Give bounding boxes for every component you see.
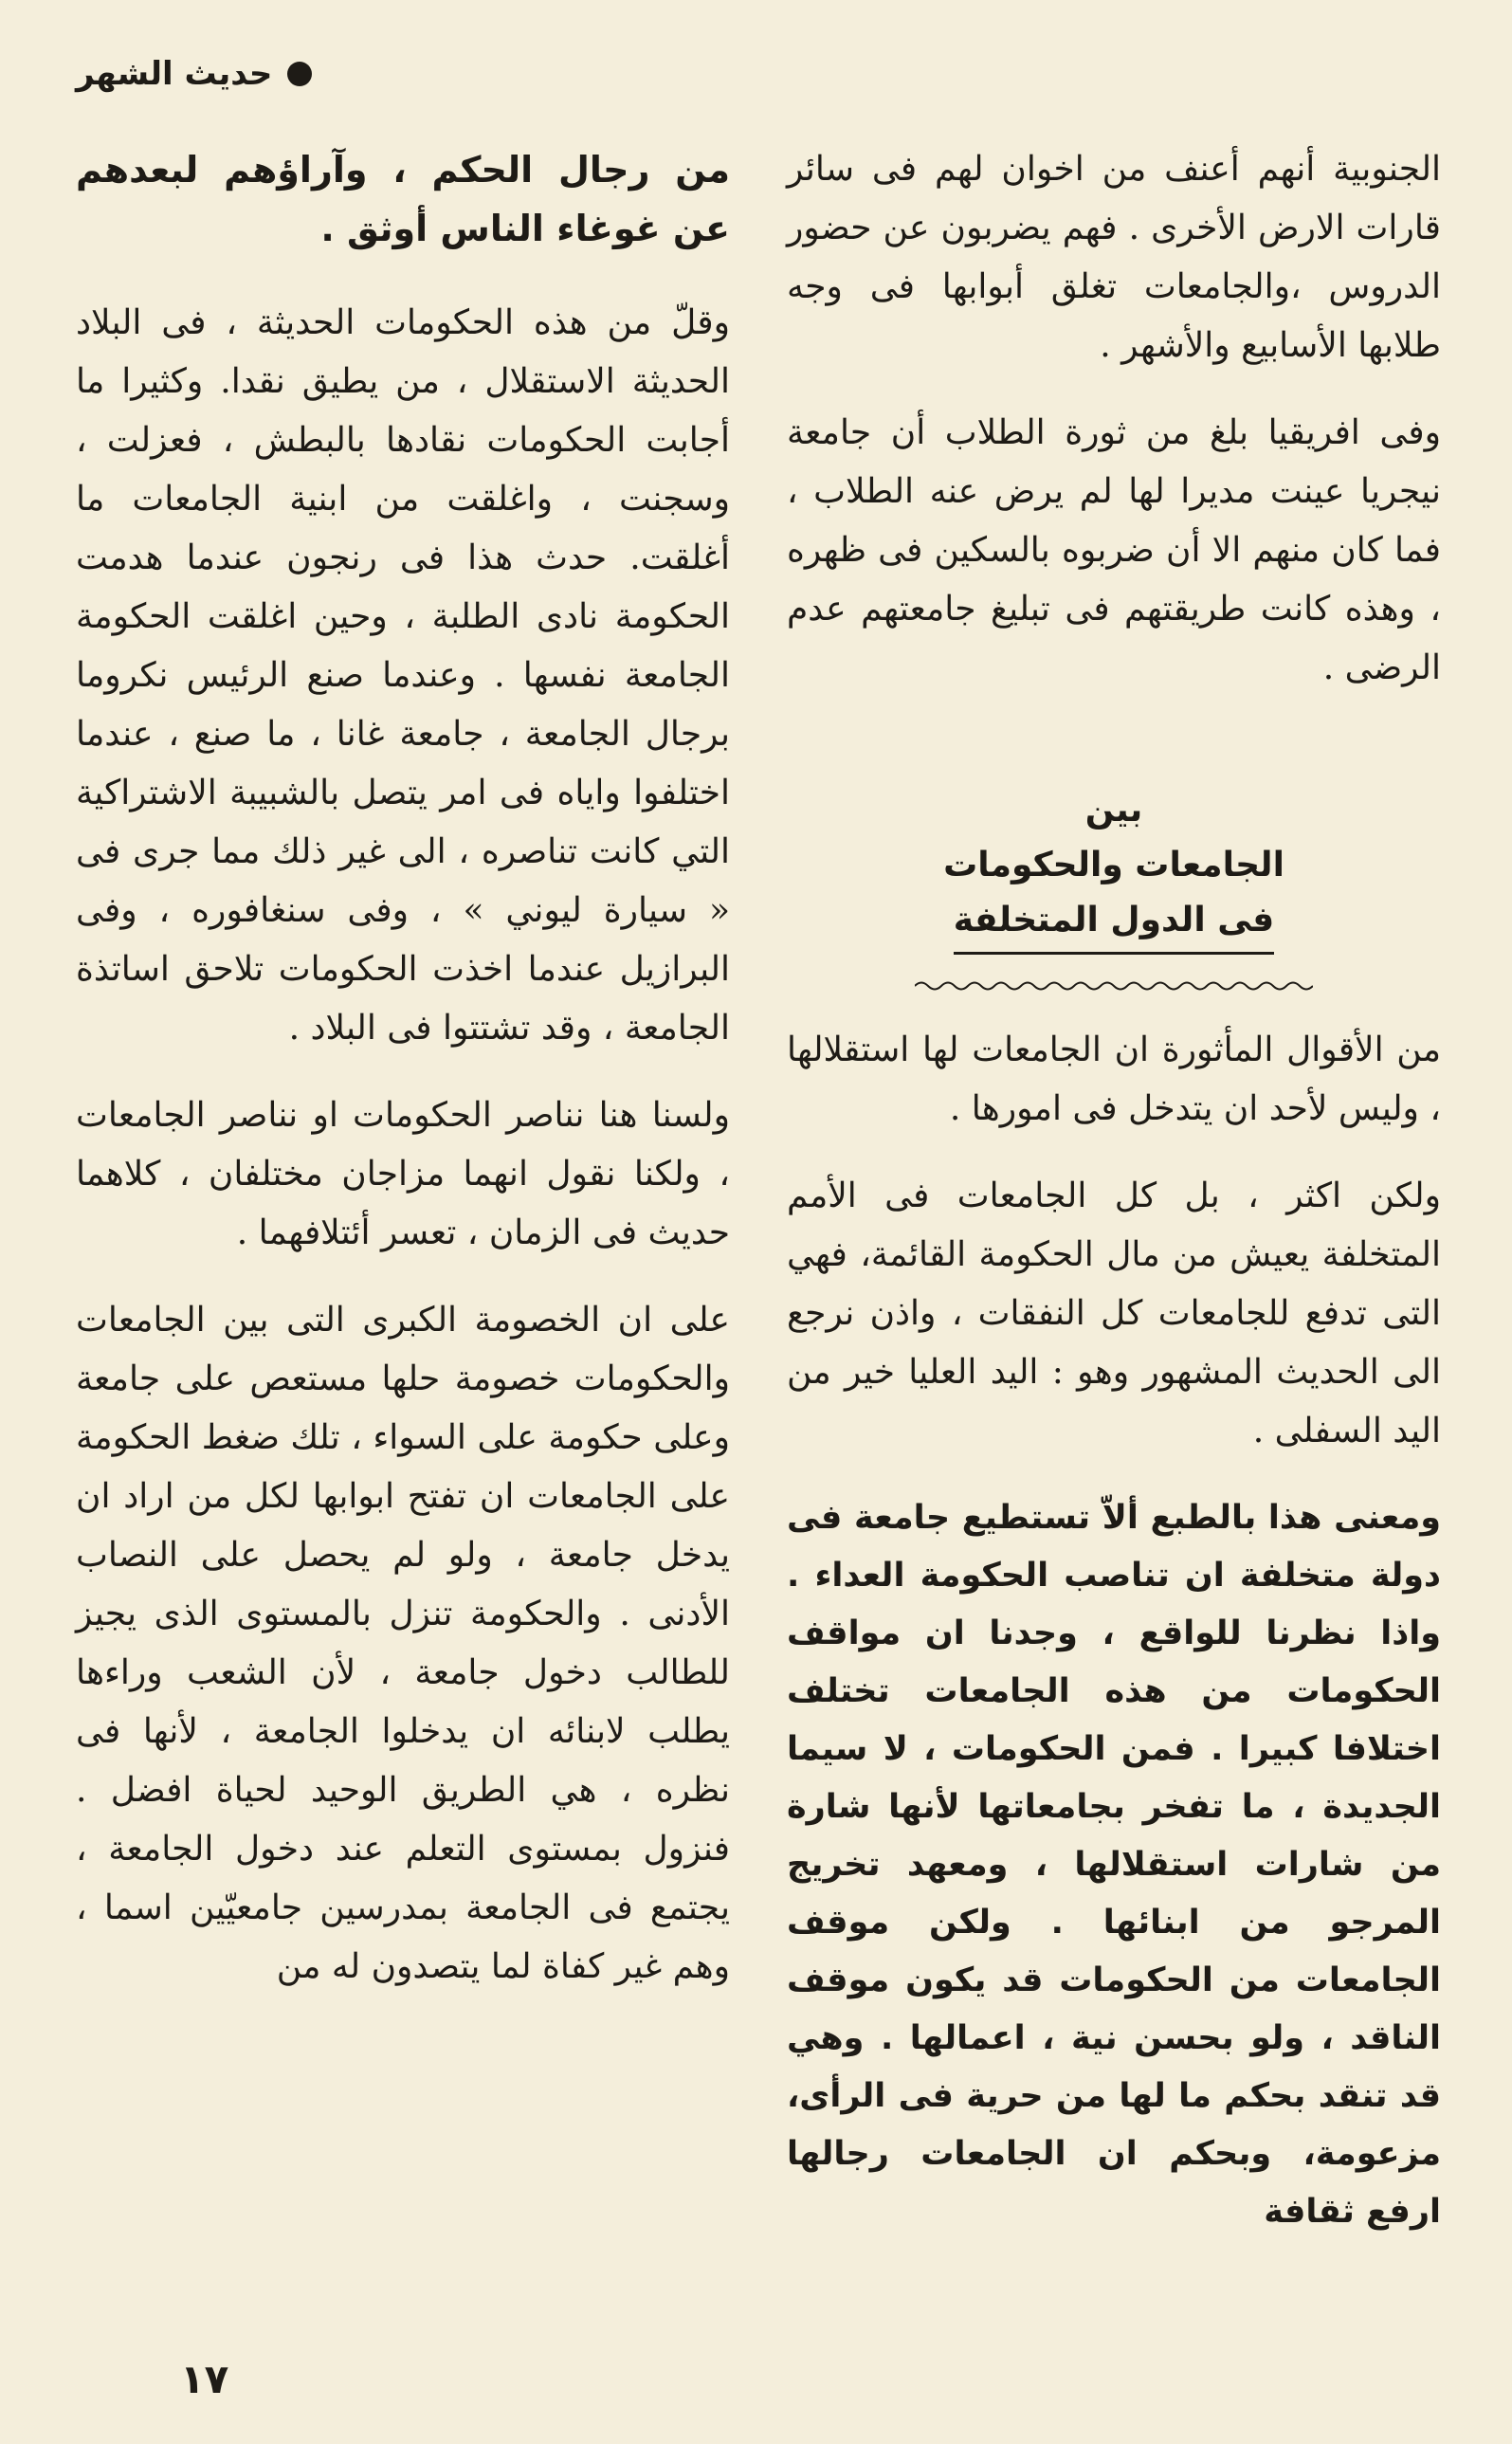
bullet-dot-icon xyxy=(287,62,312,86)
bold-paragraph: ومعنى هذا بالطبع ألاّ تستطيع جامعة فى دولة متخلفة ان تناصب الحكومة العداء . واذا نظرنا للواقع ، وجدنا ان مواقف الحكومات من هذه الجامعات تختلف اختلافا كبيرا . فمن الحكومات ، لا سيما الجديدة ، ما تفخر بجامعاتها لأنها شارة من شارات استقلالها ، ومعهد تخريج المرجو من ابنائها . ولكن موقف الجامعات من الحكومات قد يكون موقف الناقد ، ولو بحسن نية ، اعمالها . وهي قد تنقد بحكم ما لها من حرية فى الرأى، مزعومة، وبحكم ان الجامعات رجالها ارفع ثقافة xyxy=(787,1499,1441,2231)
paragraph: الجنوبية أنهم أعنف من اخوان لهم فى سائر قارات الارض الأخرى . فهم يضربون عن حضور الدروس ،والجامعات تغلق أبوابها فى وجه طلابها الأسابيع والأشهر . xyxy=(787,150,1441,365)
paragraph: ولكن اكثر ، بل كل الجامعات فى الأمم المتخلفة يعيش من مال الحكومة القائمة، فهي التى تدفع للجامعات كل النفقات ، واذن نرجع الى الحديث المشهور وهو : اليد العليا خير من اليد السفلى . xyxy=(787,1176,1441,1450)
intro-bold-paragraph: من رجال الحكم ، وآراؤهم لبعدهم عن غوغاء الناس أوثق . xyxy=(76,149,730,249)
wavy-divider-icon xyxy=(915,979,1313,993)
paragraph: من الأقوال المأثورة ان الجامعات لها استقلالها ، وليس لأحد ان يتدخل فى امورها . xyxy=(787,1030,1441,1128)
page-header xyxy=(76,55,312,93)
subheading-line-3: فى الدول المتخلفة xyxy=(954,893,1274,955)
subheading-line-2: الجامعات والحكومات xyxy=(943,846,1284,885)
section-title: حديث الشهر xyxy=(76,55,273,93)
right-column xyxy=(787,140,1441,2270)
paragraph: وفى افريقيا بلغ من ثورة الطلاب أن جامعة نيجريا عينت مديرا لها لم يرض عنه الطلاب ، فما كان منهم الا أن ضربوه بالسكين فى ظهره ، وهذه كانت طريقتهم فى تبليغ جامعتهم عدم الرضى . xyxy=(787,413,1441,687)
paragraph: ولسنا هنا نناصر الحكومات او نناصر الجامعات ، ولكنا نقول انهما مزاجان مختلفان ، كلاهما حديث فى الزمان ، تعسر أئتلافهما . xyxy=(76,1096,730,1252)
subheading-line-1: بين xyxy=(1084,791,1143,830)
page-number: ١٧ xyxy=(180,2356,229,2402)
paragraph: على ان الخصومة الكبرى التى بين الجامعات والحكومات خصومة حلها مستعص على جامعة وعلى حكومة على السواء ، تلك ضغط الحكومة على الجامعات ان تفتح ابوابها لكل من اراد ان يدخل جامعة ، ولو لم يحصل على النصاب الأدنى . والحكومة تنزل بالمستوى الذى يجيز للطالب دخول جامعة ، لأن الشعب وراءها يطلب لابنائه ان يدخلوا الجامعة ، لأنها فى نظره ، هي الطريق الوحيد لحياة افضل . فنزول بمستوى التعلم عند دخول الجامعة ، يجتمع فى الجامعة بمدرسين جامعيّين اسما ، وهم غير كفاة لما يتصدون له من xyxy=(76,1301,730,1986)
left-column xyxy=(76,140,730,2025)
subheading xyxy=(787,783,1441,955)
paragraph: وقلّ من هذه الحكومات الحديثة ، فى البلاد الحديثة الاستقلال ، من يطيق نقدا. وكثيرا ما أجابت الحكومات نقادها بالبطش ، فعزلت ، وسجنت ، واغلقت من ابنية الجامعات ما أغلقت. حدث هذا فى رنجون عندما هدمت الحكومة نادى الطلبة ، وحين اغلقت الحكومة الجامعة نفسها . وعندما صنع الرئيس نكروما برجال الجامعة ، جامعة غانا ، ما صنع ، عندما اختلفوا واياه فى امر يتصل بالشبيبة الاشتراكية التي كانت تناصره ، الى غير ذلك مما جرى فى « سيارة ليوني » ، وفى سنغافوره ، وفى البرازيل عندما اخذت الحكومات تلاحق اساتذة الجامعة ، وقد تشتتوا فى البلاد . xyxy=(76,303,730,1048)
